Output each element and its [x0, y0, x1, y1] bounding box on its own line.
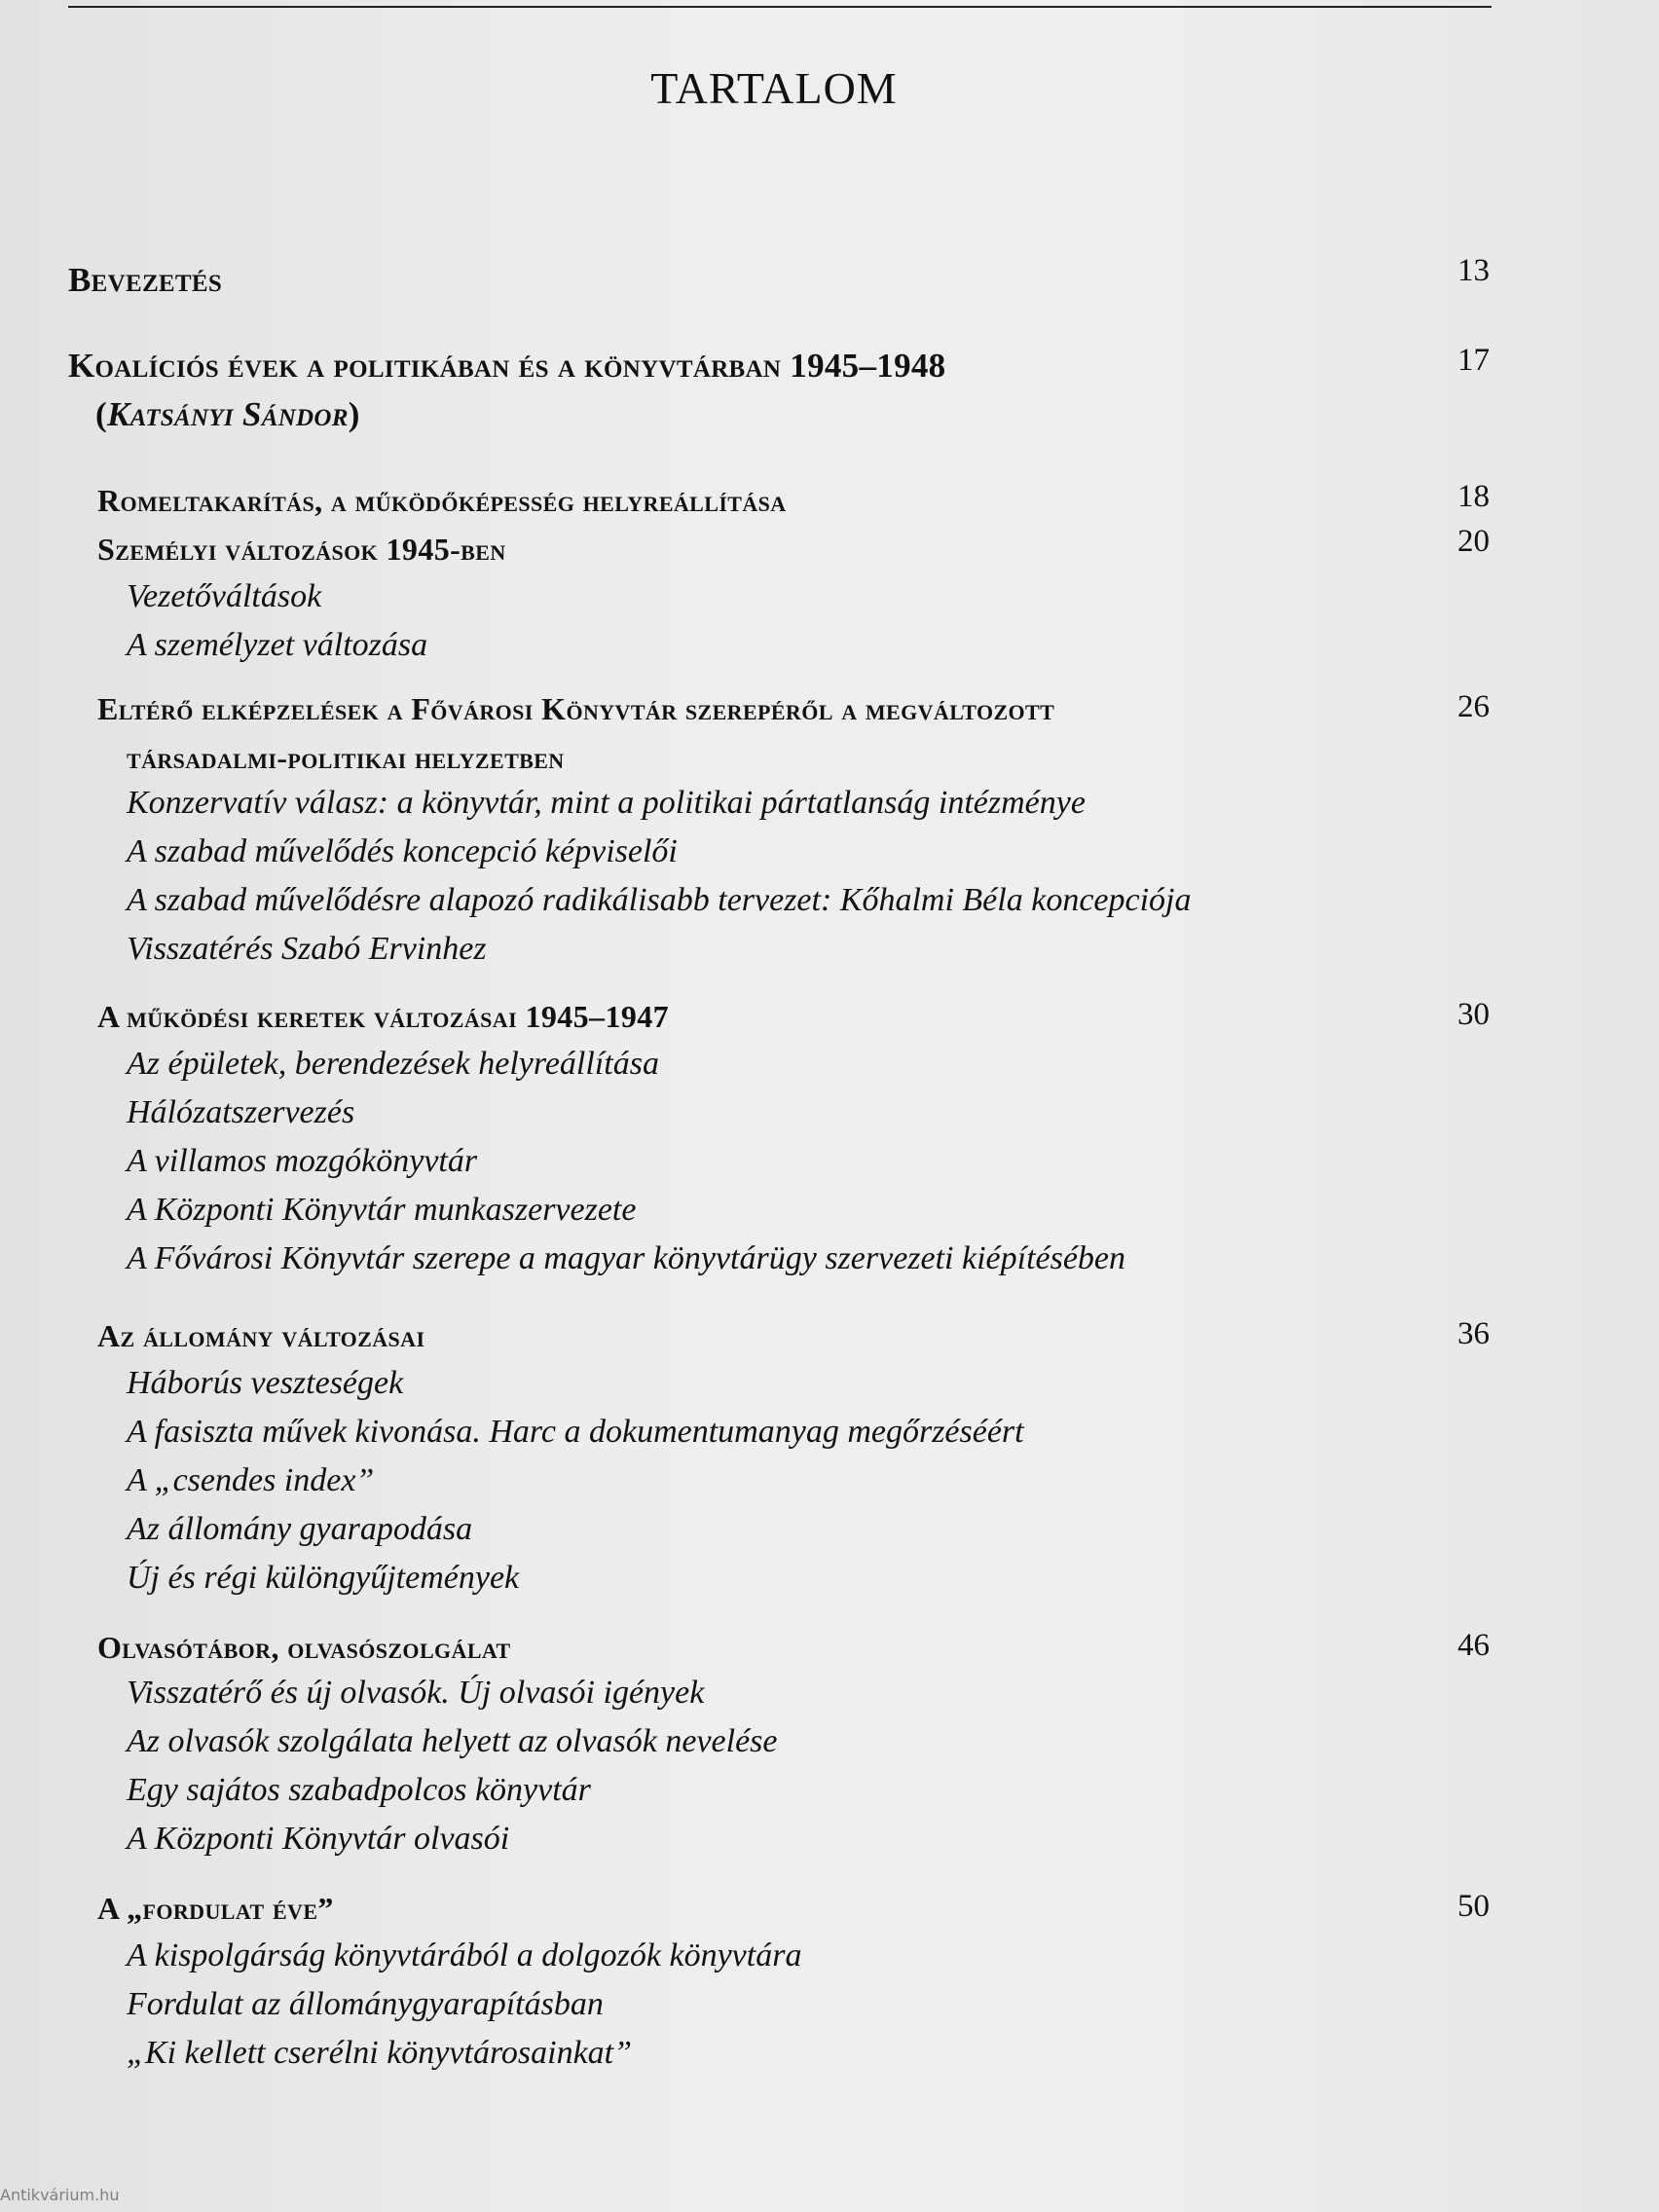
toc-section-bevezetes: Bevezetés — [68, 261, 223, 299]
toc-page-number: 13 — [1457, 253, 1490, 288]
toc-subsection: Visszatérés Szabó Ervinhez — [127, 931, 487, 967]
toc-subsection: Fordulat az állománygyarapításban — [127, 1986, 604, 2022]
toc-subsection: A Fővárosi Könyvtár szerepe a magyar könyvtárügy szervezeti kiépítésében — [127, 1240, 1126, 1276]
toc-subsection: „Ki kellett cserélni könyvtárosainkat” — [127, 2035, 633, 2071]
toc-subsection: Az olvasók szolgálata helyett az olvasók nevelése — [127, 1723, 778, 1759]
toc-subsection: A kispolgárság könyvtárából a dolgozók könyvtára — [127, 1937, 802, 1973]
toc-chapter: Az állomány változásai — [97, 1318, 425, 1353]
toc-page-number: 50 — [1457, 1889, 1490, 1924]
top-rule — [68, 6, 1492, 8]
author-name: Katsányi Sándor — [106, 395, 349, 433]
toc-subsection: Háborús veszteségek — [127, 1365, 404, 1401]
toc-subsection: Konzervatív válasz: a könyvtár, mint a politikai pártatlanság intézménye — [127, 785, 1086, 821]
toc-chapter: Személyi változások 1945-ben — [97, 532, 506, 567]
toc-subsection: A szabad művelődésre alapozó radikálisabb tervezet: Kőhalmi Béla koncepciója — [127, 882, 1192, 918]
toc-part-title: Koalíciós évek a politikában és a könyvtárban 1945–1948 — [68, 347, 946, 385]
toc-page-number: 36 — [1457, 1316, 1490, 1351]
toc-page-number: 20 — [1457, 524, 1490, 559]
toc-subsection: A szabad művelődés koncepció képviselői — [127, 833, 678, 869]
author-paren-open: ( — [95, 395, 107, 433]
toc-chapter: Romeltakarítás, a működőképesség helyreállítása — [97, 483, 787, 518]
toc-page-number: 17 — [1457, 343, 1490, 378]
toc-subsection: Vezetőváltások — [127, 578, 322, 614]
toc-subsection: A „csendes index” — [127, 1462, 375, 1498]
toc-chapter: Olvasótábor, olvasószolgálat — [97, 1630, 511, 1665]
toc-subsection: Az épületek, berendezések helyreállítása — [127, 1046, 659, 1082]
toc-page-number: 46 — [1457, 1628, 1490, 1663]
toc-subsection: A Központi Könyvtár olvasói — [127, 1821, 510, 1857]
toc-chapter: A „fordulat éve” — [97, 1891, 334, 1926]
toc-part-author — [95, 397, 360, 431]
toc-subsection: A villamos mozgókönyvtár — [127, 1143, 478, 1179]
toc-page-number: 18 — [1457, 479, 1490, 514]
watermark: Antikvárium.hu — [0, 2186, 120, 2204]
toc-subsection: A személyzet változása — [127, 627, 428, 663]
page-title: TARTALOM — [650, 63, 898, 113]
toc-subsection: Hálózatszervezés — [127, 1094, 355, 1130]
toc-page-number: 26 — [1457, 689, 1490, 724]
toc-subsection: A Központi Könyvtár munkaszervezete — [127, 1192, 637, 1228]
toc-chapter-continued: társadalmi-politikai helyzetben — [127, 740, 565, 775]
author-paren-close: ) — [348, 395, 360, 433]
toc-chapter: A működési keretek változásai 1945–1947 — [97, 999, 670, 1034]
toc-subsection: Visszatérő és új olvasók. Új olvasói igények — [127, 1675, 705, 1711]
toc-chapter: Eltérő elképzelések a Fővárosi Könyvtár szerepéről a megváltozott — [97, 691, 1055, 726]
toc-subsection: Egy sajátos szabadpolcos könyvtár — [127, 1772, 591, 1808]
toc-subsection: Új és régi különgyűjtemények — [127, 1560, 520, 1596]
toc-subsection: Az állomány gyarapodása — [127, 1511, 473, 1547]
toc-subsection: A fasiszta művek kivonása. Harc a dokumentumanyag megőrzéséért — [127, 1414, 1024, 1450]
toc-page-number: 30 — [1457, 997, 1490, 1032]
